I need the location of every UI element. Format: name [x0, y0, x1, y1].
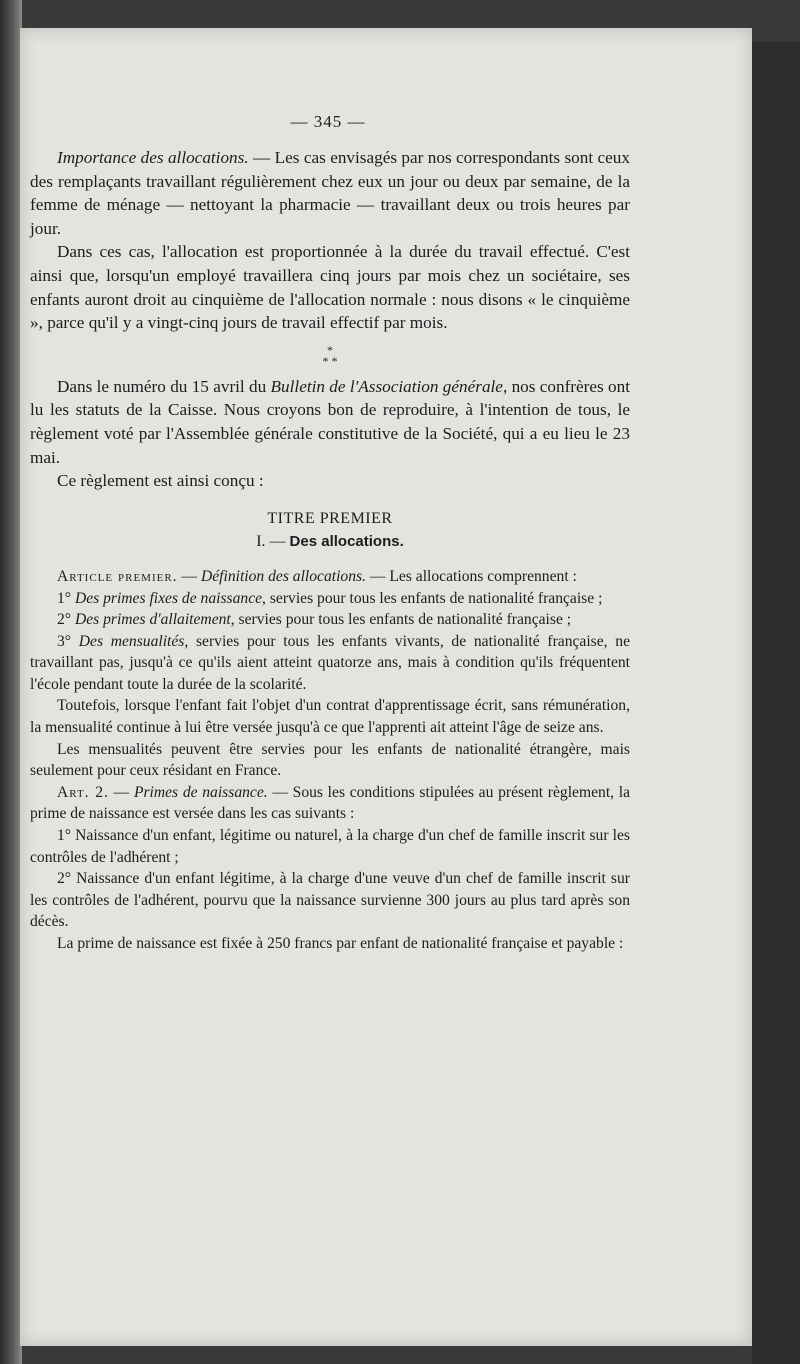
ce-reglement-paragraph: Ce règlement est ainsi conçu :: [57, 471, 264, 491]
dans-ces-cas-paragraph: Dans ces cas, l'allocation est proportionnée à la durée du travail effectué. C'est ainsi que, lorsqu'un employé travaillera cinq jours par mois chez un sociétaire, ses enfants auront droit au cinquième de l'allocation normale : nous disons « le cinquième », parce qu'il y a vingt-cinq jours de travail effectif par mois.: [30, 242, 630, 333]
article2-text: — Sous les conditions stipulées au présent règlement, la prime de naissance est versée dans les cas suivants :: [30, 783, 631, 823]
article1-paragraph: [30, 566, 630, 588]
article2-heading: Primes de naissance.: [133, 783, 268, 801]
article1-heading: Définition des allocations.: [200, 567, 366, 585]
case-item: 1° Naissance d'un enfant, légitime ou naturel, à la charge d'un chef de famille inscrit sur les contrôles de l'adhérent ;: [30, 827, 630, 866]
bulletin-after: , nos confrères ont lu les statuts de la Caisse. Nous croyons bon de reproduire, à l'intention de tous, le règlement voté par l'Assemblée générale constitutive de la Société, qui a eu lieu le 23 mai.: [30, 376, 630, 467]
bulletin-before: Dans le numéro du 15 avril du: [57, 376, 271, 396]
section-heading: [30, 530, 630, 554]
section-number: I. —: [256, 533, 290, 551]
article2-label: Art. 2.: [57, 783, 109, 801]
item-number: 3°: [57, 632, 72, 650]
article1-text: — Les allocations comprennent :: [366, 567, 577, 585]
prime-paragraph: La prime de naissance est fixée à 250 francs par enfant de nationalité française et payable :: [57, 935, 624, 952]
article1-dash: —: [177, 567, 201, 585]
page-number: — 345 —: [290, 112, 366, 131]
bulletin-title: Bulletin de l'Association générale: [270, 376, 503, 396]
bulletin-paragraph: [30, 375, 630, 469]
section-label: Des allocations.: [289, 533, 404, 551]
book-edge: [0, 0, 22, 1364]
item-number: 1°: [57, 589, 72, 607]
case-item: 2° Naissance d'un enfant légitime, à la charge d'une veuve d'un chef de famille inscrit sur les contrôles de l'adhérent, pourvu que la naissance survienne 300 jours au plus tard après son décès.: [30, 870, 630, 931]
item-text: , servies pour tous les enfants vivants, de nationalité française, ne travaillant pas, jusqu'à ce qu'ils aient atteint quatorze ans, mais à condition qu'ils fréquentent l'école pendant toute la durée de la scolarité.: [30, 632, 630, 693]
item-text: , servies pour tous les enfants de nationalité française ;: [230, 611, 572, 629]
item-name: Des primes fixes de naissance: [74, 589, 263, 607]
item-number: 2°: [57, 611, 72, 629]
importance-text: — Les cas envisagés par nos correspondants sont ceux des remplaçants travaillant régulièrement chez eux un jour ou deux par semaine, de la femme de ménage — nettoyant la pharmacie — travaillant deux ou trois heures par jour.: [30, 148, 630, 238]
star-top: *: [327, 342, 333, 357]
list-item: [30, 609, 630, 631]
titre-heading: TITRE PREMIER: [267, 509, 393, 527]
star-bottom: * *: [322, 353, 338, 368]
item-name: Des mensualités: [78, 632, 185, 650]
toutefois-paragraph: Toutefois, lorsque l'enfant fait l'objet d'un contrat d'apprentissage écrit, sans rémunération, la mensualité continue à lui être versée jusqu'à ce que l'apprenti ait atteint l'âge de seize ans.: [30, 697, 630, 737]
article2-dash: —: [108, 783, 134, 801]
importance-heading: Importance des allocations.: [57, 148, 249, 167]
list-item: [30, 588, 630, 610]
article2-paragraph: [30, 782, 630, 825]
item-name: Des primes d'allaitement: [74, 611, 231, 629]
article1-label: Article premier.: [57, 567, 178, 585]
list-item: [30, 631, 630, 696]
importance-paragraph: [30, 146, 630, 240]
page-background: [752, 42, 800, 1364]
section-separator: [30, 342, 630, 368]
item-text: , servies pour tous les enfants de nationalité française ;: [262, 589, 603, 607]
mensualites-paragraph: Les mensualités peuvent être servies pour les enfants de nationalité étrangère, mais seulement pour ceux résidant en France.: [30, 740, 630, 780]
page-content: [30, 146, 630, 955]
